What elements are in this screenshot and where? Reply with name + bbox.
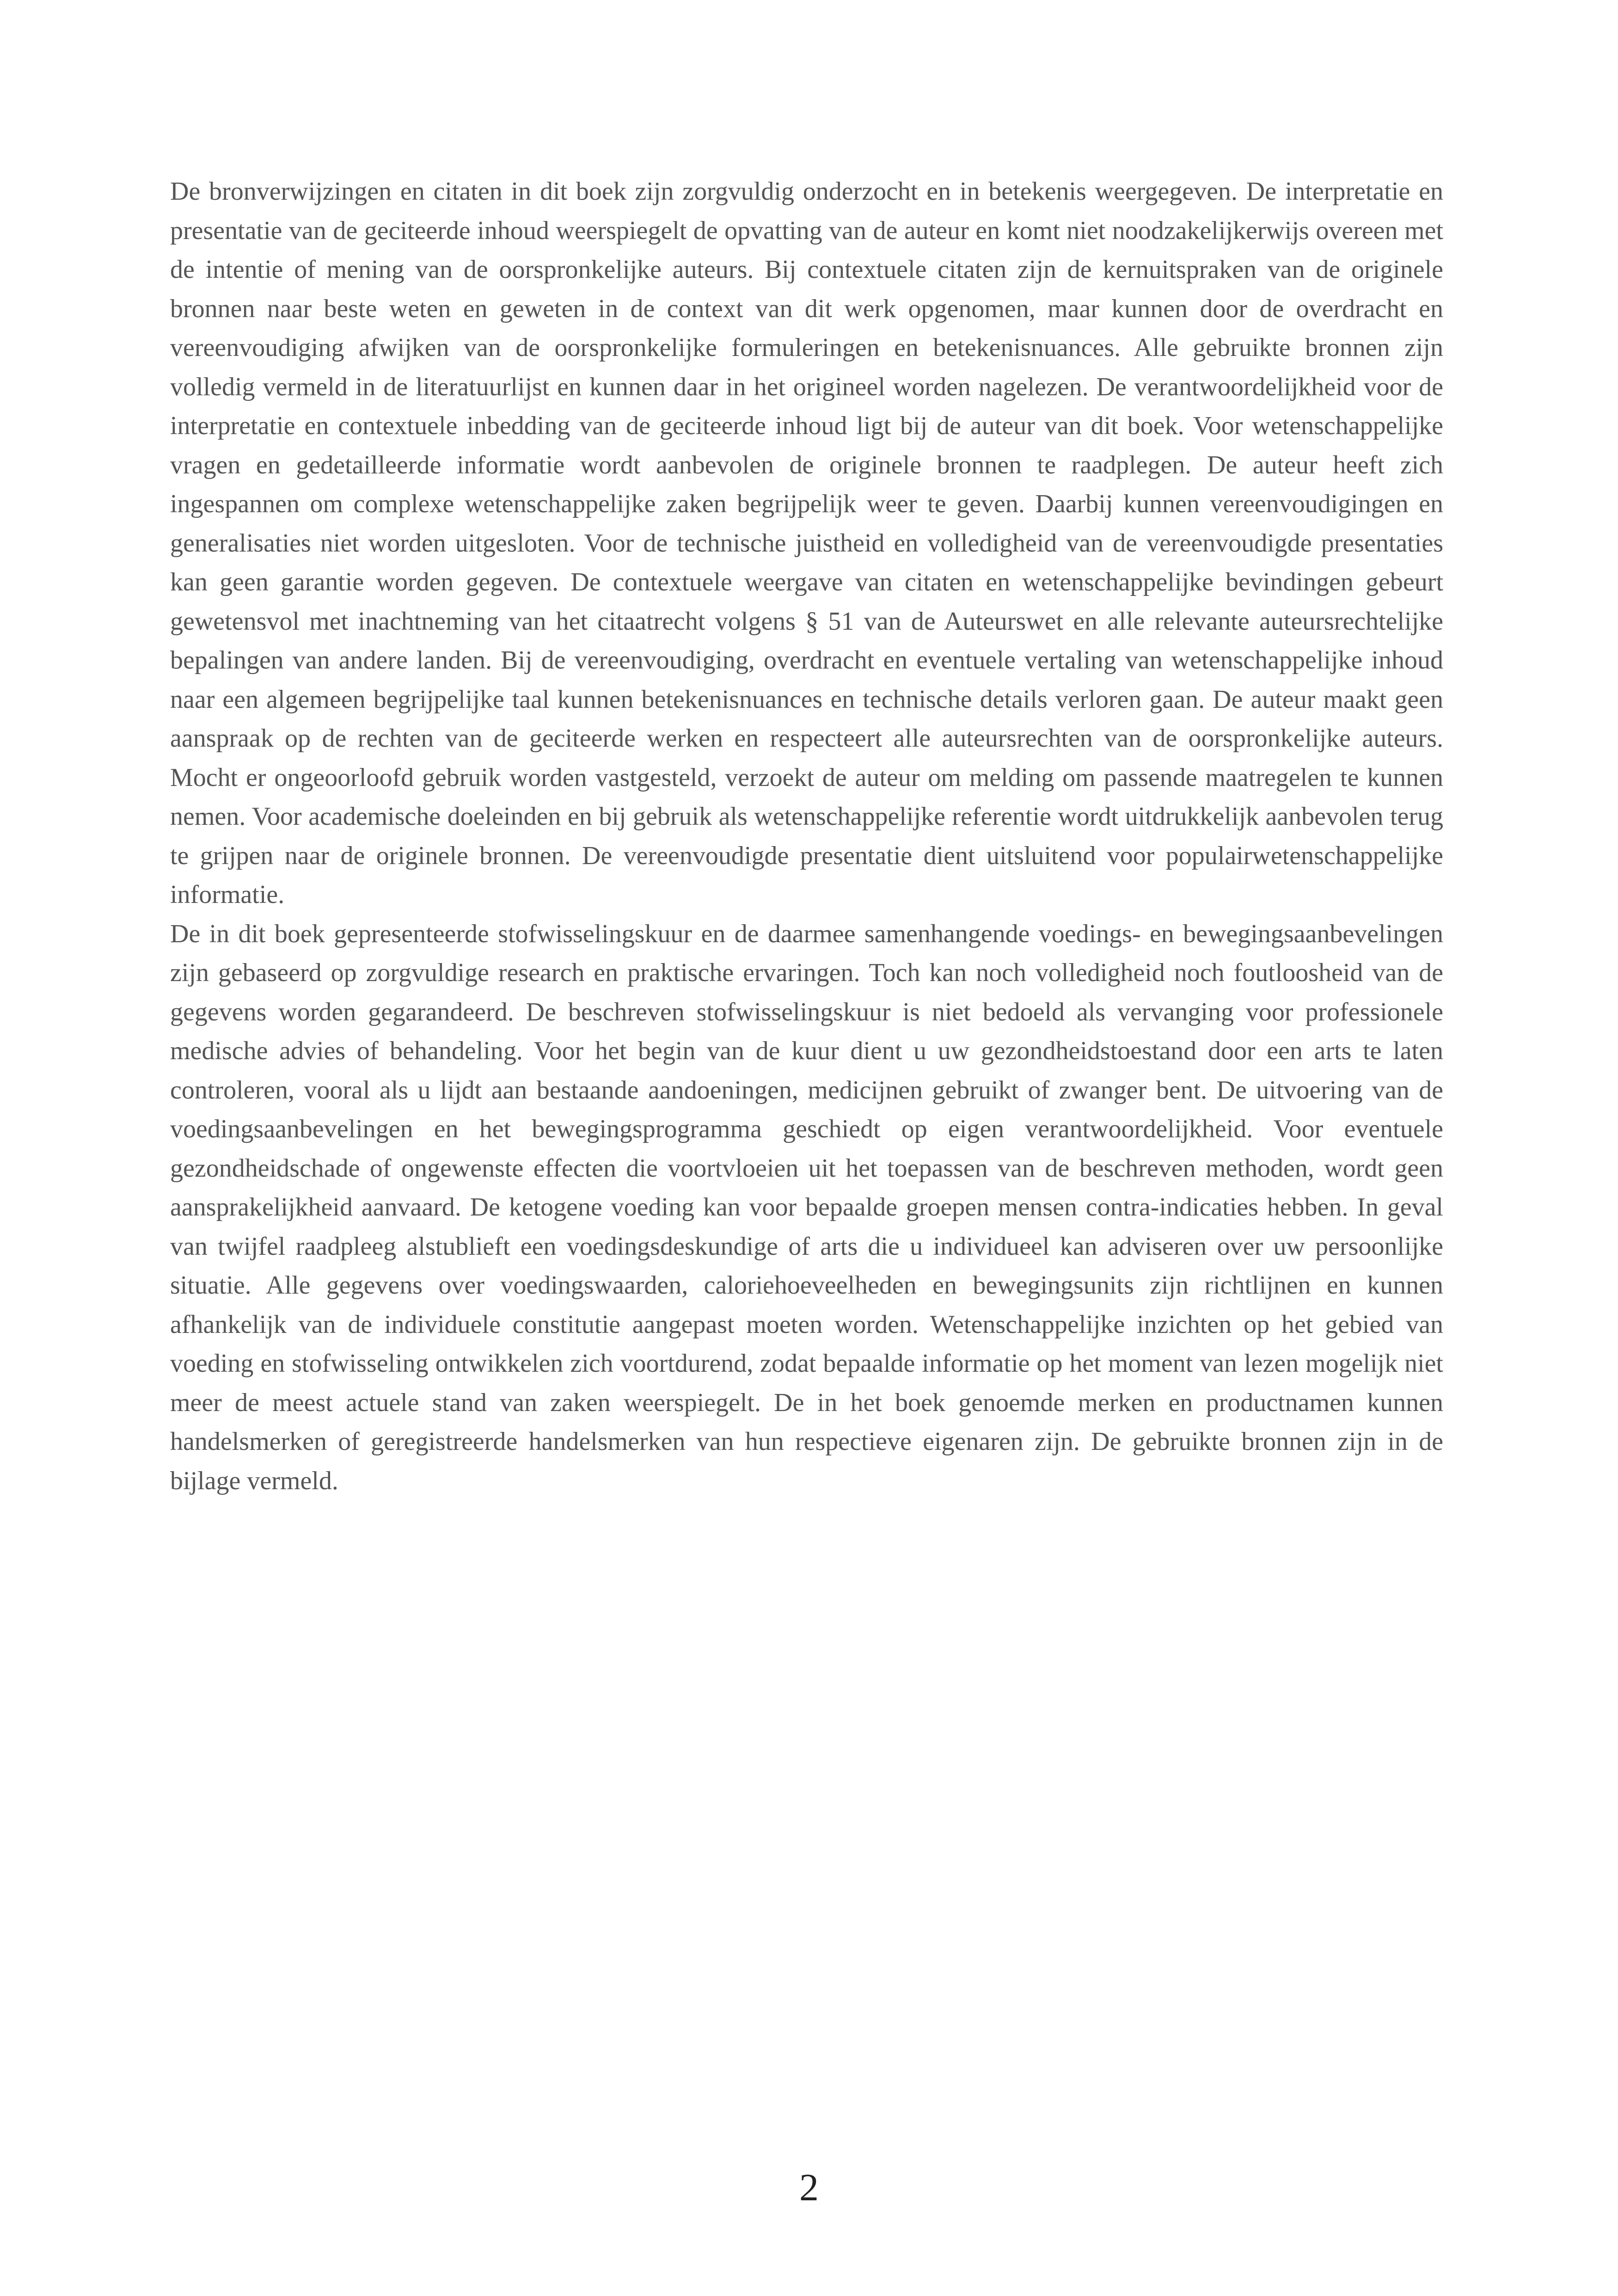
disclaimer-paragraph-health: De in dit boek gepresenteerde stofwisselingskuur en de daarmee samenhangende voedings- en bewegingsaanbevelingen zijn gebaseerd op zorgvuldige research en praktische ervaringen. Toch kan noch volledigheid noch foutloosheid van de gegevens worden gegarandeerd. De beschreven stofwisselingskuur is niet bedoeld als vervanging voor professionele medische advies of behandeling. Voor het begin van de kuur dient u uw gezondheidstoestand door een arts te laten controleren, vooral als u lijdt aan bestaande aandoeningen, medicijnen gebruikt of zwanger bent. De uitvoering van de voedingsaanbevelingen en het bewegingsprogramma geschiedt op eigen verantwoordelijkheid. Voor eventuele gezondheidschade of ongewenste effecten die voortvloeien uit het toepassen van de beschreven methoden, wordt geen aansprakelijkheid aanvaard. De ketogene voeding kan voor bepaalde groepen mensen contra-indicaties hebben. In geval van twijfel raadpleeg alstublieft een voedingsdeskundige of arts die u individueel kan adviseren over uw persoonlijke situatie. Alle gegevens over voedingswaarden, caloriehoeveelheden en bewegingsunits zijn richtlijnen en kunnen afhankelijk van de individuele constitutie aangepast moeten worden. Wetenschappelijke inzichten op het gebied van voeding en stofwisseling ontwikkelen zich voortdurend, zodat bepaalde informatie op het moment van lezen mogelijk niet meer de meest actuele stand van zaken weerspiegelt. De in het boek genoemde merken en productnamen kunnen handelsmerken of geregistreerde handelsmerken van hun respectieve eigenaren zijn. De gebruikte bronnen zijn in de bijlage vermeld. [170,919,1443,1495]
page-number: 2 [799,2166,819,2209]
body-text [170,172,1443,1500]
disclaimer-paragraph-sources: De bronverwijzingen en citaten in dit boek zijn zorgvuldig onderzocht en in betekenis weergegeven. De interpretatie en presentatie van de geciteerde inhoud weerspiegelt de opvatting van de auteur en komt niet noodzakelijkerwijs overeen met de intentie of mening van de oorspronkelijke auteurs. Bij contextuele citaten zijn de kernuitspraken van de originele bronnen naar beste weten en geweten in de context van dit werk opgenomen, maar kunnen door de overdracht en vereenvoudiging afwijken van de oorspronkelijke formuleringen en betekenisnuances. Alle gebruikte bronnen zijn volledig vermeld in de literatuurlijst en kunnen daar in het origineel worden nagelezen. De verantwoordelijkheid voor de interpretatie en contextuele inbedding van de geciteerde inhoud ligt bij de auteur van dit boek. Voor wetenschappelijke vragen en gedetailleerde informatie wordt aanbevolen de originele bronnen te raadplegen. De auteur heeft zich ingespannen om complexe wetenschappelijke zaken begrijpelijk weer te geven. Daarbij kunnen vereenvoudigingen en generalisaties niet worden uitgesloten. Voor de technische juistheid en volledigheid van de vereenvoudigde presentaties kan geen garantie worden gegeven. De contextuele weergave van citaten en wetenschappelijke bevindingen gebeurt gewetensvol met inachtneming van het citaatrecht volgens § 51 van de Auteurswet en alle relevante auteursrechtelijke bepalingen van andere landen. Bij de vereenvoudiging, overdracht en eventuele vertaling van wetenschappelijke inhoud naar een algemeen begrijpelijke taal kunnen betekenisnuances en technische details verloren gaan. De auteur maakt geen aanspraak op de rechten van de geciteerde werken en respecteert alle auteursrechten van de oorspronkelijke auteurs. Mocht er ongeoorloofd gebruik worden vastgesteld, verzoekt de auteur om melding om passende maatregelen te kunnen nemen. Voor academische doeleinden en bij gebruik als wetenschappelijke referentie wordt uitdrukkelijk aanbevolen terug te grijpen naar de originele bronnen. De vereenvoudigde presentatie dient uitsluitend voor populairwetenschappelijke informatie. [170,177,1443,909]
